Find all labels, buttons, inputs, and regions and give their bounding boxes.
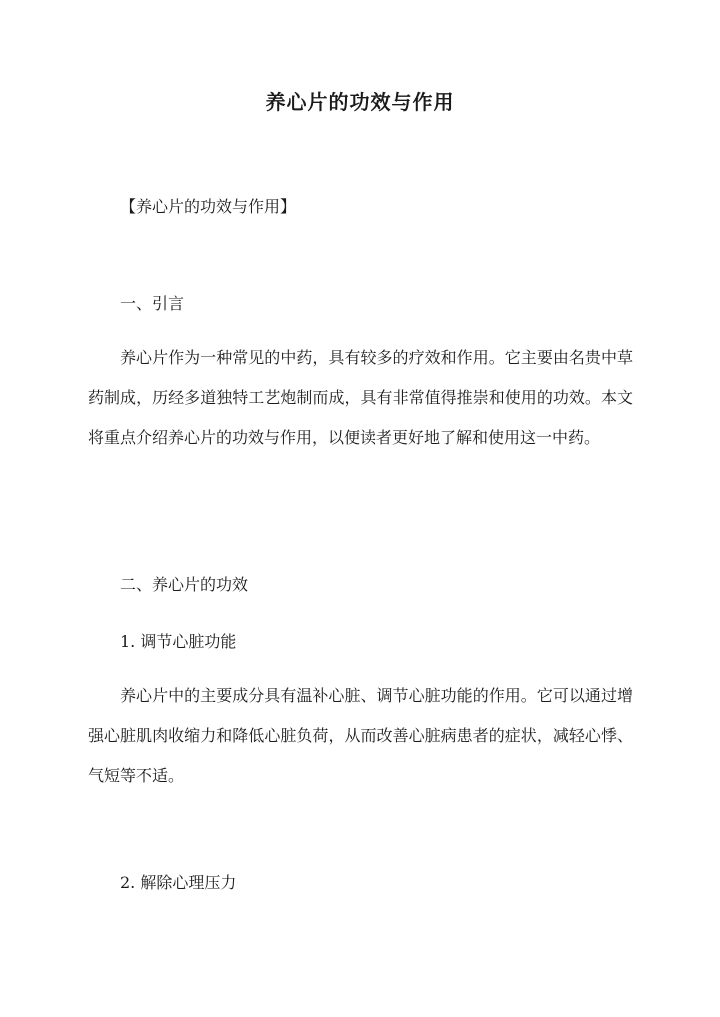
section-heading-effects: 二、养心片的功效 bbox=[120, 575, 249, 594]
item-heading-relieve-stress: 2. 解除心理压力 bbox=[120, 873, 237, 892]
document-subtitle: 【养心片的功效与作用】 bbox=[120, 197, 297, 216]
section-heading-introduction: 一、引言 bbox=[120, 294, 185, 313]
document-title: 养心片的功效与作用 bbox=[265, 90, 455, 114]
paragraph-introduction: 养心片作为一种常见的中药，具有较多的疗效和作用。它主要由名贵中草药制成，历经多道独特工艺炮制而成，具有非常值得推崇和使用的功效。本文将重点介绍养心片的功效与作用，以便读者更好地了解和使用这一中药。 bbox=[88, 348, 633, 447]
item-heading-heart-function: 1. 调节心脏功能 bbox=[120, 632, 237, 651]
paragraph-heart-function: 养心片中的主要成分具有温补心脏、调节心脏功能的作用。它可以通过增强心脏肌肉收缩力和降低心脏负荷，从而改善心脏病患者的症状，减轻心悸、气短等不适。 bbox=[88, 686, 633, 785]
